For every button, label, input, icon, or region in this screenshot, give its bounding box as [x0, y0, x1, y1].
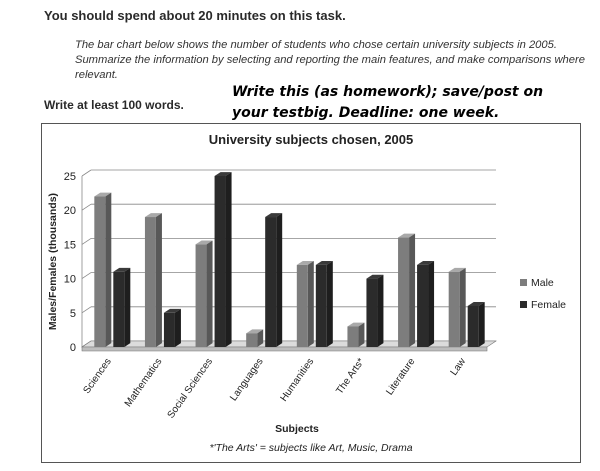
bar-side: [175, 309, 181, 347]
bar-side: [409, 234, 415, 347]
x-tick-label: Law: [448, 356, 469, 378]
x-tick-label: Sciences: [81, 356, 114, 396]
gridline-side: [82, 238, 91, 244]
bar-side: [156, 213, 162, 347]
bar-side: [377, 275, 383, 347]
chart-title: University subjects chosen, 2005: [208, 132, 414, 147]
bar-male: [145, 217, 156, 347]
chart-floor-edge: [82, 347, 487, 351]
legend-label-female: Female: [531, 299, 567, 311]
x-tick-label: Literature: [384, 356, 418, 398]
gridline-side: [82, 273, 91, 279]
task-instruction: You should spend about 20 minutes on this task.: [44, 8, 346, 23]
bar-side: [428, 261, 434, 347]
bar-side: [358, 323, 364, 347]
y-tick-label: 5: [69, 307, 76, 320]
bar-side: [207, 241, 213, 348]
y-tick-label: 15: [63, 239, 76, 252]
bar-male: [347, 326, 358, 347]
bar-female: [215, 176, 226, 347]
x-axis-label: Subjects: [275, 423, 319, 435]
bar-side: [308, 261, 314, 347]
legend-swatch-male: [520, 279, 527, 286]
bar-chart: [42, 124, 582, 464]
bar-female: [366, 279, 377, 347]
x-tick-label: Languages: [228, 356, 266, 404]
y-tick-label: 0: [69, 342, 76, 354]
x-tick-label: Humanities: [278, 356, 317, 404]
bar-side: [479, 302, 485, 347]
bar-female: [265, 217, 276, 347]
bar-side: [276, 213, 282, 347]
gridline-side: [82, 170, 91, 176]
bar-female: [164, 313, 175, 347]
gridline-side: [82, 204, 91, 210]
bar-male: [398, 238, 409, 347]
bar-side: [327, 261, 333, 347]
task-description: The bar chart below shows the number of students who chose certain university subjects in 2005. Summarize the information by selecting and reporting the main features, and make comparisons where relevant.: [75, 39, 585, 81]
y-tick-label: 25: [63, 171, 76, 183]
bar-female: [417, 265, 428, 347]
bar-side: [105, 193, 111, 347]
chart-footnote: *'The Arts' = subjects like Art, Music, Drama: [209, 442, 413, 454]
bar-male: [449, 272, 460, 347]
bar-female: [113, 272, 124, 347]
bar-male: [297, 265, 308, 347]
y-axis-label: Males/Females (thousands): [47, 192, 59, 331]
bar-side: [226, 172, 232, 347]
min-words-note: Write at least 100 words.: [44, 98, 184, 112]
gridline-side: [82, 307, 91, 313]
y-tick-label: 20: [63, 205, 76, 218]
chart-frame: [41, 123, 581, 463]
bar-side: [460, 268, 466, 347]
bar-side: [124, 268, 130, 347]
bar-male: [196, 244, 207, 347]
bar-female: [468, 306, 479, 347]
bar-male: [246, 333, 257, 347]
legend-label-male: Male: [531, 277, 554, 289]
y-tick-label: 10: [63, 273, 76, 286]
homework-note: Write this (as homework); save/post on your testbig. Deadline: one week.: [232, 84, 544, 121]
bar-female: [316, 265, 327, 347]
bar-male: [94, 197, 105, 347]
x-tick-label: The Arts*: [334, 356, 367, 397]
x-tick-label: Social Sciences: [165, 356, 216, 421]
legend-swatch-female: [520, 301, 527, 308]
x-tick-label: Mathematics: [122, 356, 165, 410]
